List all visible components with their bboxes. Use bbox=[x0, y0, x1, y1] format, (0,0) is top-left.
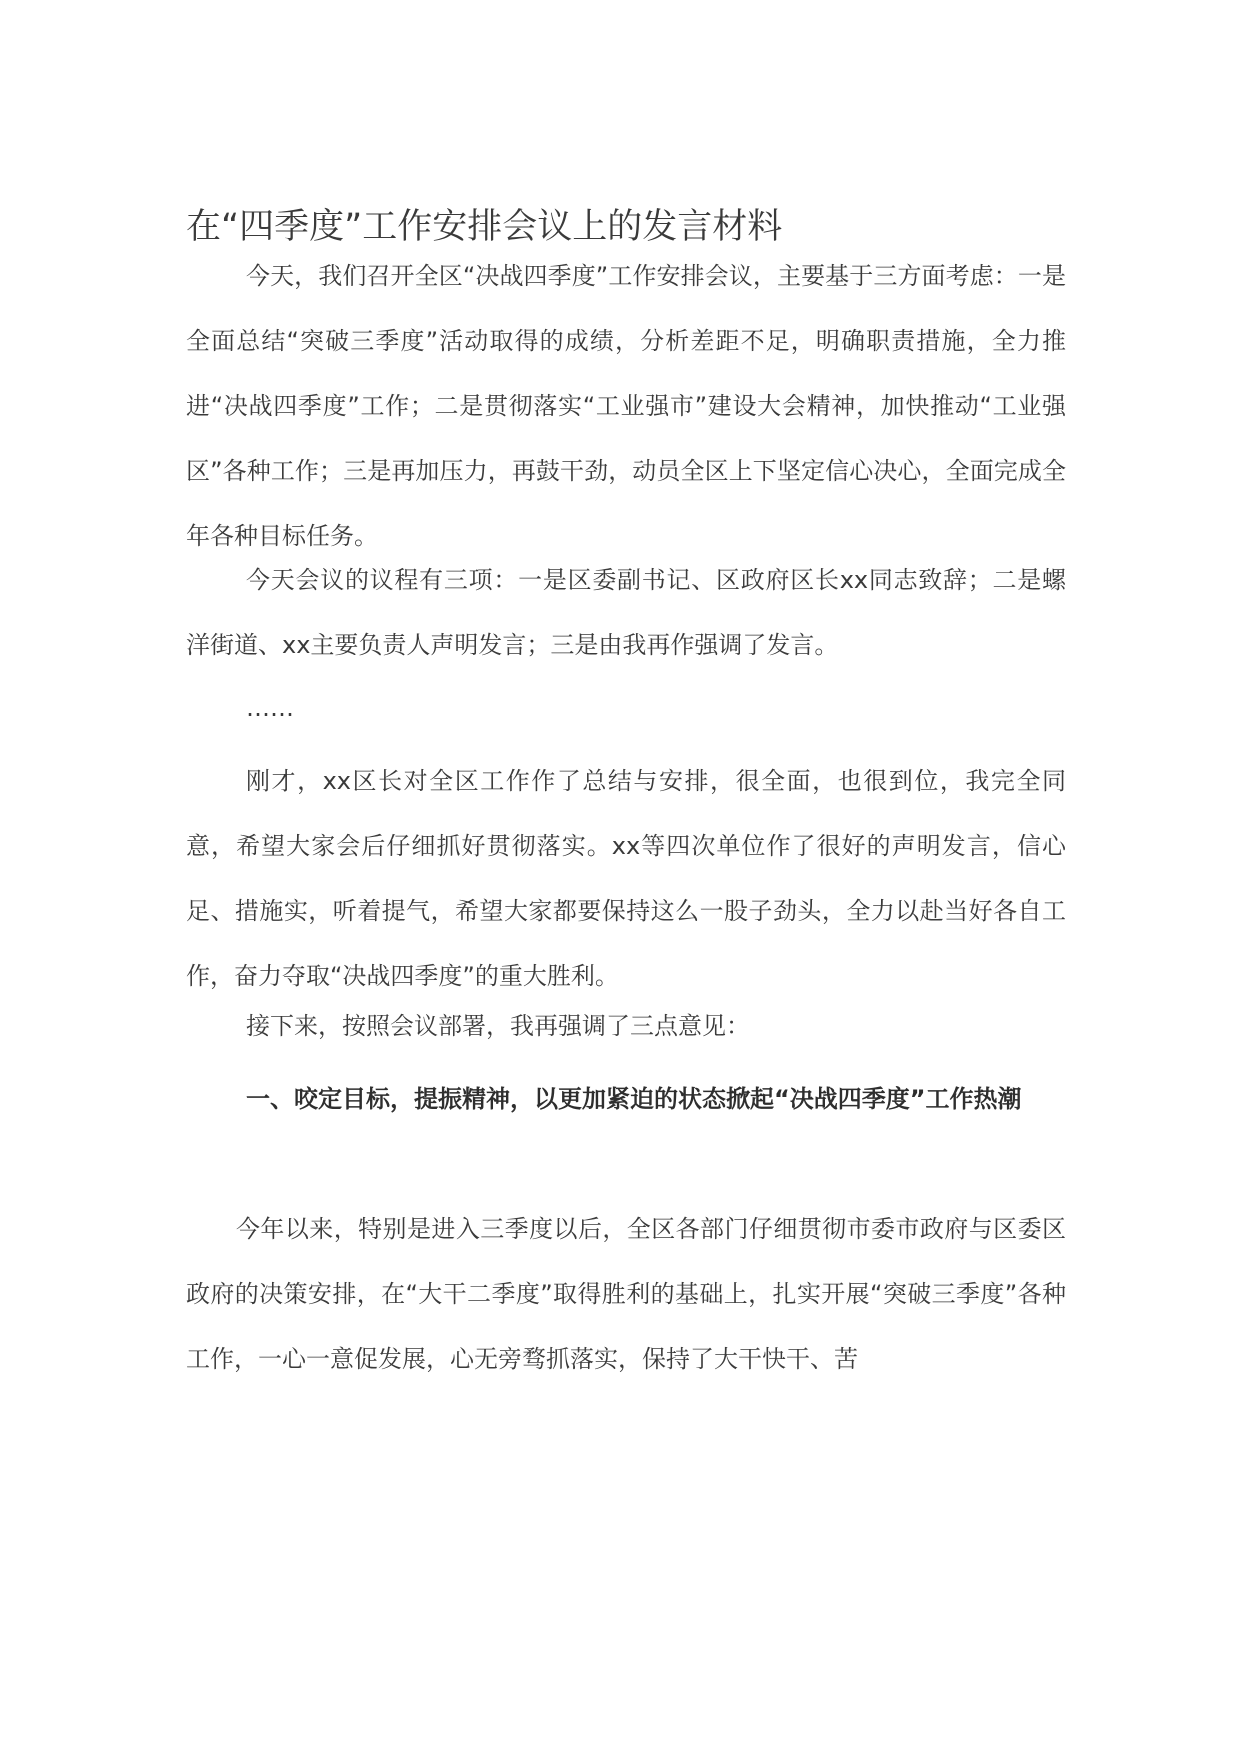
paragraph-agenda: 今天会议的议程有三项：一是区委副书记、区政府区长xx同志致辞；二是螺洋街道、xx主要负责人声明发言；三是由我再作强调了发言。 bbox=[186, 566, 1066, 659]
document-title: 在“四季度”工作安排会议上的发言材料 bbox=[186, 207, 783, 247]
paragraph-ellipsis: …… bbox=[246, 694, 294, 722]
section-heading-one: 一、咬定目标，提振精神，以更加紧迫的状态掀起“决战四季度”工作热潮 bbox=[246, 1085, 1022, 1113]
paragraph-intro: 今天，我们召开全区“决战四季度”工作安排会议，主要基于三方面考虑：一是全面总结“突破三季度”活动取得的成绩，分析差距不足，明确职责措施，全力推进“决战四季度”工作；二是贯彻落实“工业强市”建设大会精神，加快推动“工业强区”各种工作；三是再加压力，再鼓干劲，动员全区上下坚定信心决心，全面完成全年各种目标任务。 bbox=[186, 262, 1066, 550]
paragraph-review: 刚才，xx区长对全区工作作了总结与安排，很全面，也很到位，我完全同意，希望大家会后仔细抓好贯彻落实。xx等四次单位作了很好的声明发言，信心足、措施实，听着提气，希望大家都要保持这么一股子劲头，全力以赴当好各自工作，奋力夺取“决战四季度”的重大胜利。 bbox=[186, 767, 1066, 990]
paragraph-progress: 今年以来，特别是进入三季度以后，全区各部门仔细贯彻市委市政府与区委区政府的决策安排，在“大干二季度”取得胜利的基础上，扎实开展“突破三季度”各种工作，一心一意促发展，心无旁骛抓落实，保持了大干快干、苦 bbox=[186, 1215, 1066, 1373]
paragraph-next: 接下来，按照会议部署，我再强调了三点意见： bbox=[246, 1012, 750, 1040]
